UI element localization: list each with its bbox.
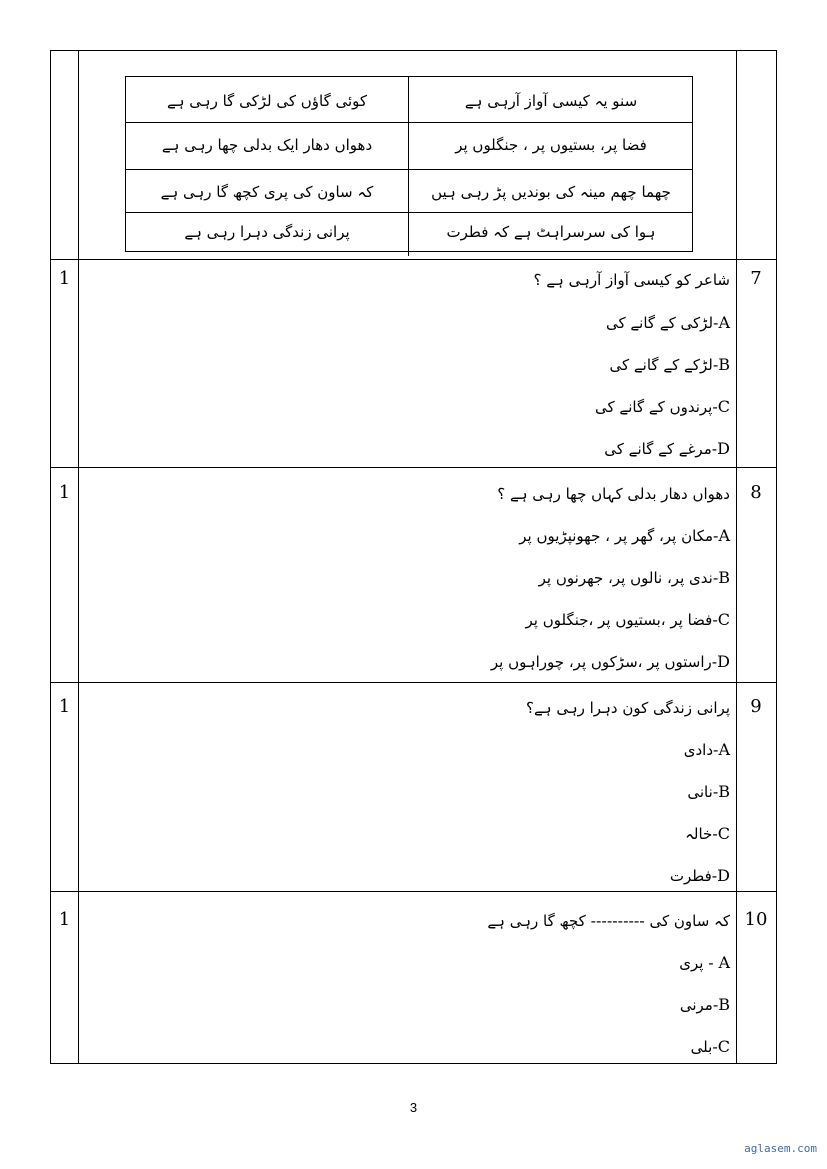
option-text: خالہ: [685, 825, 713, 843]
option-d: فطرت-D: [669, 866, 730, 885]
option-label: A: [718, 526, 730, 545]
row-divider: [51, 259, 776, 260]
option-label: B: [718, 995, 730, 1014]
question-marks: 1: [58, 482, 71, 503]
row-divider: [51, 891, 776, 892]
option-c: خالہ-C: [685, 824, 730, 843]
option-text: ندی پر، نالوں پر، جھرنوں پر: [538, 569, 713, 587]
poem-line-left: پرانی زندگی دہرا رہی ہے: [126, 208, 409, 256]
option-b: مرنی-B: [679, 995, 730, 1014]
option-a: دادی-A: [683, 740, 730, 759]
question-text: کہ ساون کی ---------- کچھ گا رہی ہے: [487, 912, 730, 930]
question-number: 9: [750, 696, 762, 717]
question-number: 7: [750, 268, 762, 289]
option-c: فضا پر ،بستیوں پر ،جنگلوں پر-C: [525, 610, 730, 629]
option-text: مکان پر، گھر پر ، جھونپڑیوں پر: [519, 527, 714, 545]
poem-line-left: کوئی گاؤں کی لڑکی گا رہی ہے: [126, 77, 409, 125]
option-label: B: [718, 355, 730, 374]
row-divider: [51, 467, 776, 468]
option-text: مرغے کے گانے کی: [604, 440, 712, 458]
option-text: فطرت: [669, 867, 712, 885]
option-text: لڑکی کے گانے کی: [605, 314, 714, 332]
poem-line-right: چھما چھم مینہ کی بوندیں پڑ رہی ہیں: [431, 183, 671, 201]
option-text: مرنی: [679, 996, 713, 1014]
poem-row: [126, 208, 693, 256]
question-text: پرانی زندگی کون دہرا رہی ہے؟: [526, 699, 730, 717]
question-marks: 1: [58, 696, 71, 717]
option-label: A: [718, 313, 730, 332]
option-c: بلی-C: [690, 1037, 730, 1056]
option-b: لڑکے کے گانے کی-B: [609, 355, 730, 374]
watermark: aglasem.com: [744, 1142, 817, 1155]
poem-row: [126, 121, 693, 169]
option-text: فضا پر ،بستیوں پر ،جنگلوں پر: [525, 611, 713, 629]
option-label: D: [717, 652, 730, 671]
option-label: A: [718, 740, 730, 759]
question-text: دھواں دھار بدلی کہاں چھا رہی ہے ؟: [497, 485, 730, 503]
option-label: C: [717, 1037, 730, 1056]
question-number: 10: [744, 909, 768, 930]
poem-line-right: فضا پر، بستیوں پر ، جنگلوں پر: [455, 136, 647, 154]
option-label: B: [718, 568, 730, 587]
option-a: پری - A: [679, 953, 730, 972]
option-text: دادی: [683, 741, 714, 759]
option-label: A: [718, 953, 730, 972]
option-c: پرندوں کے گانے کی-C: [595, 397, 730, 416]
option-label: B: [718, 782, 730, 801]
option-text: راستوں پر ،سڑکوں پر، چوراہوں پر: [490, 653, 712, 671]
option-a: لڑکی کے گانے کی-A: [605, 313, 730, 332]
option-b: نانی-B: [687, 782, 730, 801]
poem-table: [125, 76, 693, 252]
option-text: پری: [679, 954, 704, 972]
poem-line-right: ہوا کی سرسراہٹ ہے کہ فطرت: [446, 223, 656, 241]
marks-column-divider: [78, 51, 79, 1063]
poem-line-left: دھواں دھار ایک بدلی چھا رہی ہے: [126, 121, 409, 169]
option-a: مکان پر، گھر پر ، جھونپڑیوں پر-A: [519, 526, 730, 545]
page-number: 3: [409, 1100, 418, 1115]
question-sheet: [50, 50, 777, 1064]
option-b: ندی پر، نالوں پر، جھرنوں پر-B: [538, 568, 730, 587]
question-text: شاعر کو کیسی آواز آرہی ہے ؟: [533, 271, 730, 289]
option-label: D: [717, 439, 730, 458]
question-number: 8: [750, 482, 762, 503]
option-text: بلی: [690, 1038, 713, 1056]
option-d: مرغے کے گانے کی-D: [604, 439, 730, 458]
option-text: پرندوں کے گانے کی: [595, 398, 713, 416]
question-marks: 1: [58, 909, 71, 930]
option-label: C: [717, 824, 730, 843]
option-text: نانی: [687, 783, 713, 801]
row-divider: [51, 682, 776, 683]
option-label: D: [717, 866, 730, 885]
poem-row: [126, 77, 693, 125]
option-label: C: [717, 397, 730, 416]
poem-line-left: کہ ساون کی پری کچھ گا رہی ہے: [126, 168, 409, 216]
option-d: راستوں پر ،سڑکوں پر، چوراہوں پر-D: [490, 652, 730, 671]
option-text: لڑکے کے گانے کی: [609, 356, 713, 374]
poem-line-right: سنو یہ کیسی آواز آرہی ہے: [464, 92, 638, 110]
question-marks: 1: [58, 268, 71, 289]
option-label: C: [717, 610, 730, 629]
